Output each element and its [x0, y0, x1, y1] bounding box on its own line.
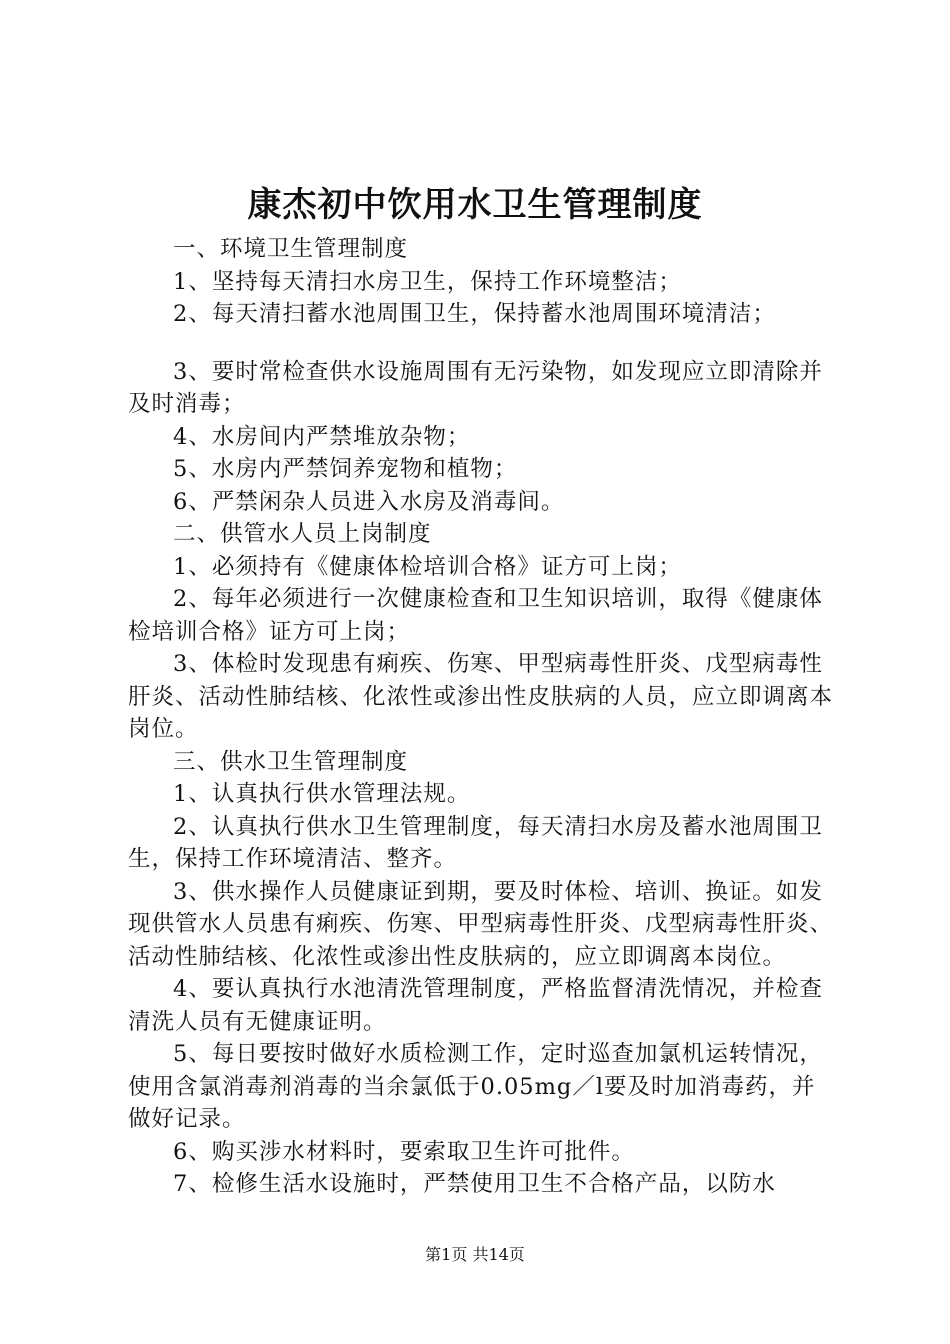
paragraph: 4、水房间内严禁堆放杂物；	[173, 423, 471, 450]
blank-line	[128, 331, 838, 356]
paragraph: 7、检修生活水设施时，严禁使用卫生不合格产品，以防水	[173, 1171, 776, 1197]
paragraph: 2、每年必须进行一次健康检查和卫生知识培训，取得《健康体检培训合格》证方可上岗；	[128, 586, 823, 645]
paragraph: 2、每天清扫蓄水池周围卫生，保持蓄水池周围环境清洁；	[173, 301, 776, 327]
page-number-footer: 第1页 共14页	[425, 1245, 525, 1264]
paragraph: 3、要时常检查供水设施周围有无污染物，如发现应立即清除并及时消毒；	[128, 358, 823, 417]
section-heading-2: 二、供管水人员上岗制度	[173, 521, 432, 547]
paragraph: 5、每日要按时做好水质检测工作，定时巡查加氯机运转情况，使用含氯消毒剂消毒的当余氯低于0.05mg／l要及时加消毒药，并做好记录。	[128, 1041, 823, 1132]
paragraph: 1、坚持每天清扫水房卫生，保持工作环境整洁；	[173, 268, 682, 295]
paragraph: 2、认真执行供水卫生管理制度，每天清扫水房及蓄水池周围卫生，保持工作环境清洁、整齐。	[128, 813, 823, 872]
paragraph: 6、购买涉水材料时，要索取卫生许可批件。	[173, 1138, 635, 1165]
paragraph: 3、体检时发现患有痢疾、伤寒、甲型病毒性肝炎、戊型病毒性肝炎、活动性肺结核、化浓性或渗出性皮肤病的人员，应立即调离本岗位。	[128, 651, 834, 742]
paragraph: 4、要认真执行水池清洗管理制度，严格监督清洗情况，并检查清洗人员有无健康证明。	[128, 976, 823, 1035]
paragraph: 5、水房内严禁饲养宠物和植物；	[173, 456, 518, 482]
paragraph: 6、严禁闲杂人员进入水房及消毒间。	[173, 488, 565, 515]
section-heading-3: 三、供水卫生管理制度	[173, 748, 409, 775]
document-title: 康杰初中饮用水卫生管理制度	[247, 185, 703, 225]
paragraph: 1、必须持有《健康体检培训合格》证方可上岗；	[173, 553, 682, 580]
paragraph: 1、认真执行供水管理法规。	[173, 781, 471, 807]
section-heading-1: 一、环境卫生管理制度	[173, 236, 409, 262]
paragraph: 3、供水操作人员健康证到期，要及时体检、培训、换证。如发现供管水人员患有痢疾、伤寒、甲型病毒性肝炎、戊型病毒性肝炎、活动性肺结核、化浓性或渗出性皮肤病的，应立即调离本岗位。	[128, 878, 834, 970]
document-body	[128, 233, 838, 1201]
